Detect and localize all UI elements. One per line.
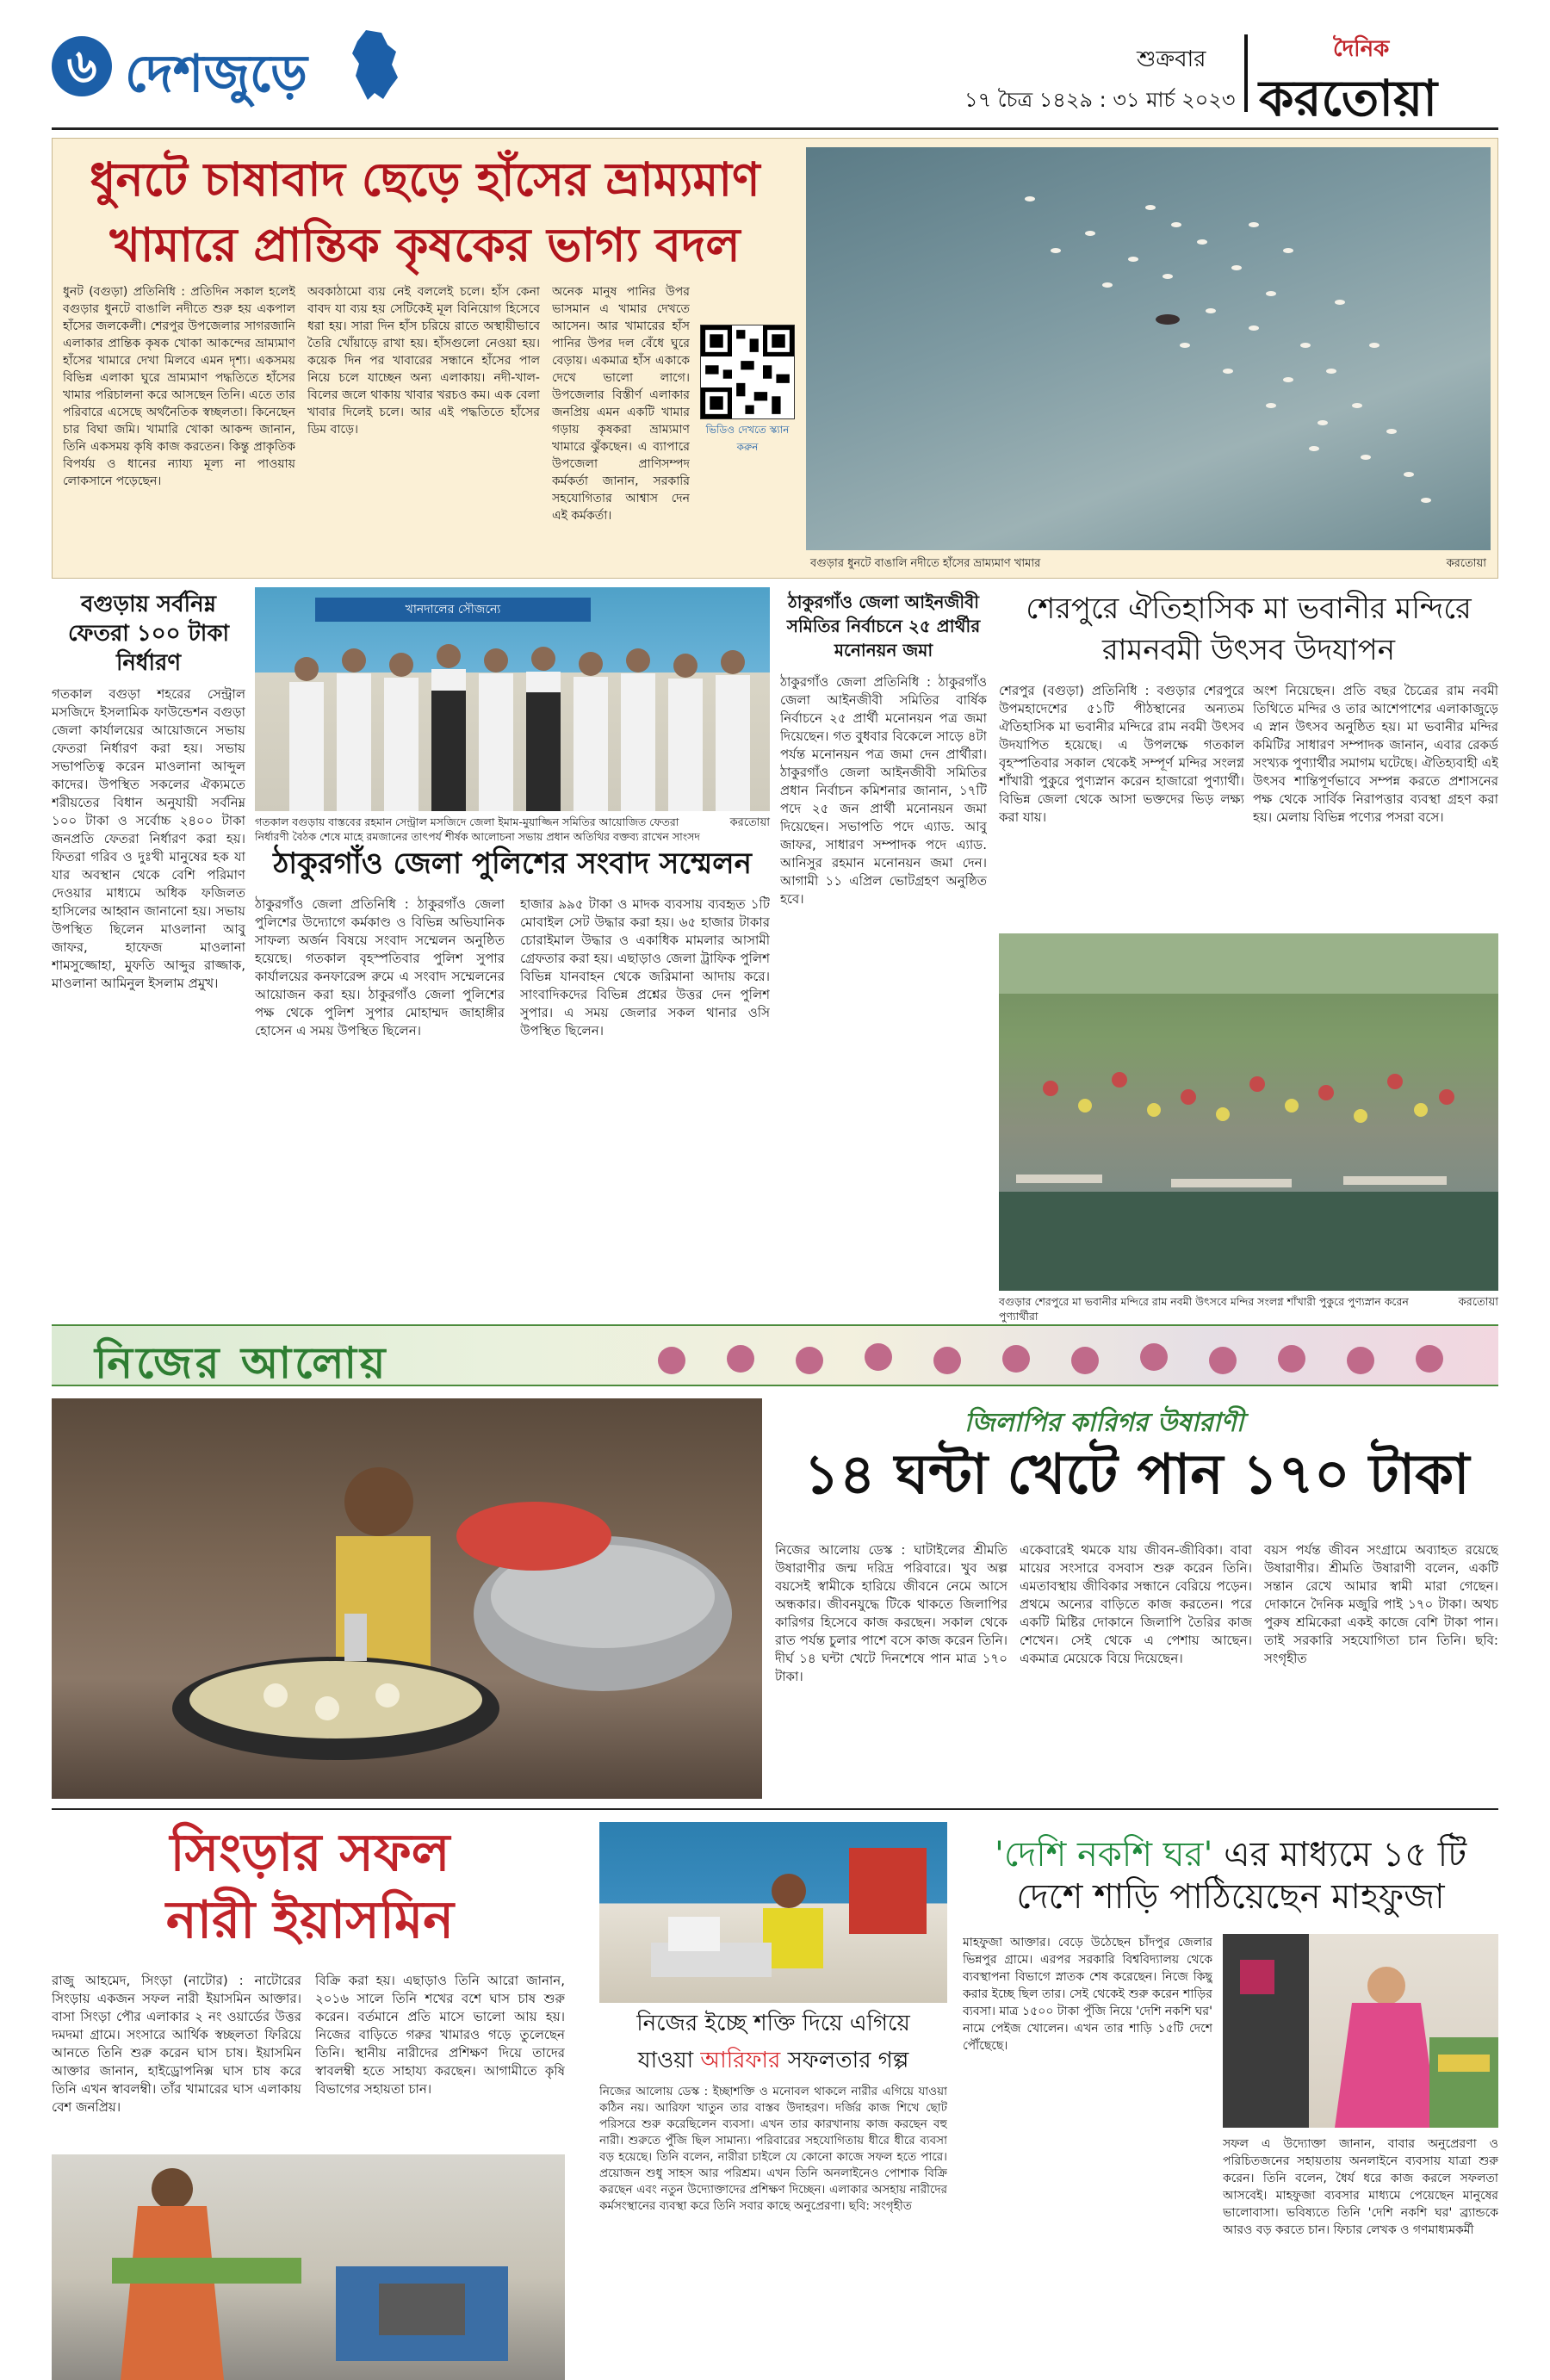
lead-story — [52, 138, 1498, 579]
mahfuza-headline-line1 — [963, 1827, 1498, 1885]
singra-column-1: রাজু আহমেদ, সিংড়া (নাটোর) : নাটোরের সিংড়ায় একজন সফল নারী ইয়াসমিন আক্তার। বাসা সিংড়া পৌর এলাকার ২ নং ওয়ার্ডের উত্তর দমদমা গ্রামে। সংসারে আর্থিক স্বচ্ছলতা ফিরিয়ে আনতে তিনি শুরু করেন ঘাস চাষ। ইয়াসমিন আক্তার জানান, হাইড্রোপনিক্স ঘাস চাষ করে তিনি এখন স্বাবলম্বী। তাঁর খামারের ঘাস এলাকায় বেশ জনপ্রিয়। — [52, 1973, 301, 2115]
lead-photo-ducks — [806, 147, 1491, 550]
arifa-sewing-photo — [599, 1822, 947, 2003]
qr-scan-note: ভিডিও দেখতে স্ক্যান করুন — [705, 424, 790, 453]
section-title: দেশজুড়ে — [125, 44, 307, 104]
mahfuza-column-2: সফল এ উদ্যোক্তা জানান, বাবার অনুপ্রেরণা ও পরিচিতজনের সহায়তায় অনলাইনে ব্যবসায় যাত্রা শুরু করেন। তিনি বলেন, ধৈর্য ধরে কাজ করলে সফলতা আসবেই। মাহফুজা ব্যবসার মাধ্যমে পেয়েছেন মানুষের ভালোবাসা। ভবিষ্যতে তিনি 'দেশি নকশি ঘর' ব্র্যান্ডকে আরও বড় করতে চান। ফিচার লেখক ও গণমাধ্যমকর্মী — [1223, 2137, 1498, 2237]
arifa-headline-line2 — [599, 2042, 947, 2080]
bangladesh-map-icon — [349, 26, 400, 103]
arifa-body: নিজের আলোয় ডেস্ক : ইচ্ছাশক্তি ও মনোবল থাকলে নারীর এগিয়ে যাওয়া কঠিন নয়। আরিফা খাতুন তার বাস্তব উদাহরণ। দর্জির কাজ শিখে ছোট পরিসরে শুরু করেছিলেন ব্যবসা। এখন তার কারখানায় কাজ করছেন বহু নারী। শুরুতে পুঁজি ছিল সামান্য। পরিবারের সহযোগিতায় ধীরে ধীরে ব্যবসা বড় হয়েছে। তিনি বলেন, নারীরা চাইলে যে কোনো কাজে সফল হতে পারে। প্রয়োজন শুধু সাহস আর পরিশ্রম। এখন তিনি অনলাইনেও পোশাক বিক্রি করছেন এবং নতুন উদ্যোক্তাদের প্রশিক্ষণ দিচ্ছেন। এলাকার অসহায় নারীদের কর্মসংস্থানের ব্যবস্থা করে তিনি সবার কাছে অনুপ্রেরণা। ছবি: সংগৃহীত — [599, 2085, 947, 2213]
sherpur-pond-photo — [999, 933, 1498, 1291]
mahfuza-headline-quote: 'দেশি নকশি ঘর' — [994, 1835, 1213, 1875]
mahfuza-headline-line2: দেশে শাড়ি পাঠিয়েছেন মাহফুজা — [1016, 1877, 1445, 1917]
masthead-rule — [52, 127, 1498, 130]
arifa-tailoring-photo — [603, 1679, 947, 1688]
arifa-headline-post: সফলতার গল্প — [780, 2048, 909, 2073]
paper-prefix: দৈনিক — [1333, 36, 1390, 62]
masthead-divider — [1244, 34, 1248, 112]
lawyers-body: ঠাকুরগাঁও জেলা প্রতিনিধি : ঠাকুরগাঁও জেলা আইনজীবী সমিতির বার্ষিক নির্বাচনে ২৫ প্রার্থী মনোনয়ন পত্র জমা দিয়েছেন। গত বুধবার বিকেলে সাড়ে ৪টা পর্যন্ত মনোনয়ন পত্র জমা দেন প্রার্থীরা। ঠাকুরগাঁও জেলা আইনজীবী সমিতির প্রধান নির্বাচন কমিশনার জানান, ১৭টি পদে ২৫ জন প্রার্থী মনোনয়ন জমা দিয়েছেন। সভাপতি পদে এ্যাড. আবু জাফর, সাধারণ সম্পাদক পদে এ্যাড. আনিসুর রহমান মনোনয়ন জমা দেন। আগামী ১১ এপ্রিল ভোটগ্রহণ অনুষ্ঠিত হবে। — [780, 674, 987, 907]
fitra-photo-caption: গতকাল বগুড়ায় বাস্তবের রহমান সেন্ট্রাল মসজিদে জেলা ইমাম-মুয়াজ্জিন সমিতির আয়োজিত ফেতরা নির্ধারণী বৈঠক শেষে মাহে রমজানের তাৎপর্য শীর্ষক আলোচনা সভায় প্রধান অতিথির বক্তব্য রাখেন সাংসদ — [255, 815, 700, 843]
lead-column-1: ধুনট (বগুড়া) প্রতিনিধি : প্রতিদিন সকাল হলেই বগুড়ার ধুনটে বাঙালি নদীতে শুরু হয় একপাল হাঁসের জলকেলী। শেরপুর উপজেলার সাগরজানি এলাকার প্রান্তিক কৃষক খোকা আকন্দের ভ্রাম্যমাণ হাঁসের খামারে দেখা মিলবে এমন দৃশ্য। একসময় বিভিন্ন এলাকা ঘুরে ভ্রাম্যমাণ পদ্ধতিতে হাঁসের খামার পরিচালনা করে আসছেন তিনি। এতে তার পরিবারে এসেছে অর্থনৈতিক স্বচ্ছলতা। কিনেছেন চার বিঘা জমি। খামারি খোকা আকন্দ জানান, তিনি একসময় কৃষি কাজ করতেন। কিন্তু প্রাকৃতিক বিপর্যয় ও ধানের ন্যায্য মূল্য না পাওয়ায় লোকসানে পড়েছেন। — [63, 285, 295, 488]
weekday: শুক্রবার — [1137, 46, 1206, 72]
issue-date: ১৭ চৈত্র ১৪২৯ : ৩১ মার্চ ২০২৩ — [964, 88, 1236, 112]
jilapi-maker-photo — [52, 1398, 762, 1799]
arifa-headline-pre: যাওয়া — [637, 2048, 701, 2073]
police-column-1: ঠাকুরগাঁও জেলা প্রতিনিধি : ঠাকুরগাঁও জেলা পুলিশের উদ্যোগে কর্মকাণ্ড ও বিভিন্ন অভিযানিক সাফল্য অর্জন বিষয়ে সংবাদ সম্মেলন অনুষ্ঠিত হয়েছে। গতকাল বৃহস্পতিবার পুলিশ সুপার কার্যালয়ের কনফারেন্স রুমে এ সংবাদ সম্মেলনের আয়োজন করা হয়। ঠাকুরগাঁও জেলা পুলিশের পক্ষ থেকে পুলিশ সুপার মোহাম্মদ জাহাঙ্গীর হোসেন এ সময় উপস্থিত ছিলেন। — [255, 896, 505, 1038]
arifa-headline-name: আরিফার — [700, 2048, 781, 2073]
lead-headline-line2: খামারে প্রান্তিক কৃষকের ভাগ্য বদল — [109, 217, 741, 272]
lead-column-2: অবকাঠামো ব্যয় নেই বললেই চলে। হাঁস কেনা বাবদ যা ব্যয় হয় সেটিকেই মূল বিনিয়োগ হিসেবে ধরা হয়। সারা দিন হাঁস চরিয়ে রাতে অস্থায়ীভাবে তৈরি খোঁয়াড়ে রাখা হয়। হাঁসগুলো নেওয়া হয়। কয়েক দিন পর খাবারের সন্ধানে হাঁসের পাল নিয়ে চলে যাচ্ছেন অন্য এলাকায়। নদী-খাল-বিলের জলে থাকায় খাবার খরচও কম। এক বেলা খাবার দিলেই চলে। আর এই পদ্ধতিতে হাঁসের ডিম বাড়ে। — [307, 285, 540, 437]
fitra-headline-line1: বগুড়ায় সর্বনিম্ন — [81, 592, 216, 617]
banner-title: নিজের আলোয় — [95, 1337, 389, 1388]
sherpur-column-1: শেরপুর (বগুড়া) প্রতিনিধি : বগুড়ার শেরপুরে উপমহাদেশের ৫১টি পীঠস্থানের অন্যতম ঐতিহাসিক মা ভবানীর মন্দিরে রাম নবমী উৎসব উদযাপিত হয়েছে। এ উপলক্ষে গতকাল বৃহস্পতিবার সকাল থেকেই সম্পূর্ণ মন্দির সংলগ্ন শাঁখারী পুকুরে পুণ্যস্নান করেন হাজারো পুণ্যার্থী। বিভিন্ন জেলা থেকে আসা ভক্তদের ভিড় লক্ষ্য করা যায়। — [999, 683, 1244, 825]
jilapi-column-3: বয়স পর্যন্ত জীবন সংগ্রামে অব্যাহত রয়েছে উষারাণীর। শ্রীমতি উষারাণী বলেন, একটি সন্তান রেখে আমার স্বামী মারা গেছেন। দোকানে দৈনিক মজুরি পাই ১৭০ টাকা। অথচ পুরুষ শ্রমিকেরা একই কাজে বেশি টাকা পান। তাই সরকারি সহযোগিতা চান তিনি। ছবি: সংগৃহীত — [1264, 1542, 1498, 1666]
lead-photo-caption: বগুড়ার ধুনটে বাঙালি নদীতে হাঁসের ভ্রাম্যমাণ খামার — [810, 557, 1041, 570]
lead-column-3: অনেক মানুষ পানির উপর ভাসমান এ খামার দেখতে আসেন। আর খামারের হাঁস পানির উপর দল বেঁধে ঘুরে বেড়ায়। একমাত্র হাঁস একাকে দেখে ভালো লাগে। উপজেলার বিস্তীর্ণ এলাকার জনপ্রিয় এমন একটি খামার গড়ায় কৃষকরা ভ্রাম্যমাণ খামারে ঝুঁকছেন। এ ব্যাপারে উপজেলা প্রাণিসম্পদ কর্মকর্তা জানান, সরকারি সহযোগিতার আশ্বাস দেন এই কর্মকর্তা। — [552, 285, 690, 523]
police-headline: ঠাকুরগাঁও জেলা পুলিশের সংবাদ সম্মেলন — [273, 846, 752, 881]
sherpur-photo-caption: বগুড়ার শেরপুরে মা ভবানীর মন্দিরে রাম নবমী উৎসবে মন্দির সংলগ্ন শাঁখারী পুকুরে পুণ্যস্নান করেন পুণ্যার্থীরা — [999, 1295, 1409, 1323]
fitra-meeting-photo — [255, 587, 770, 811]
fitra-headline-line2: ফেতরা ১০০ টাকা — [67, 621, 230, 647]
sherpur-headline-line2: রামনবমী উৎসব উদযাপন — [1101, 633, 1396, 667]
fitra-body: গতকাল বগুড়া শহরের সেন্ট্রাল মসজিদে ইসলামিক ফাউন্ডেশন বগুড়া জেলা কার্যালয়ের আয়োজনে সভায় ফেতরা নির্ধারণ করা হয়। সভায় সভাপতিত্ব করেন মাওলানা আব্দুল কাদের। উপস্থিত সকলের ঐক্যমতে শরীয়তের বিধান অনুযায়ী সর্বনিম্ন ১০০ টাকা ও সর্বোচ্চ ২৪০০ টাকা জনপ্রতি ফেতরা নির্ধারণ করা হয়। ফিতরা গরিব ও দুঃখী মানুষের হক যা যার অবস্থান থেকে বেশি পরিমাণ দেওয়ার মাধ্যমে অধিক ফজিলত হাসিলের আহ্বান জানানো হয়। সভায় উপস্থিত ছিলেন মাওলানা আবু জাফর, হাফেজ মাওলানা শামসুজ্জোহা, মুফতি আব্দুর রাজ্জাক, মাওলানা আমিনুল ইসলাম প্রমুখ। — [52, 686, 245, 991]
fitra-photo-credit: করতোয়া — [729, 816, 770, 829]
mahfuza-saree-photo — [1223, 1934, 1498, 2128]
lead-photo-credit: করতোয়া — [1446, 557, 1486, 570]
jilapi-column-1: নিজের আলোয় ডেস্ক : ঘাটাইলের শ্রীমতি উষারাণীর জন্ম দরিদ্র পরিবারে। খুব অল্প বয়সেই স্বামীকে হারিয়ে জীবনে নেমে আসে অন্ধকার। জীবনযুদ্ধে টিকে থাকতে জিলাপির কারিগর হিসেবে কাজ করছেন। সকাল থেকে রাত পর্যন্ত চুলার পাশে বসে কাজ করেন তিনি। দীর্ঘ ১৪ ঘন্টা খেটে দিনশেষে পান মাত্র ১৭০ টাকা। — [775, 1542, 1008, 1684]
jilapi-kicker: জিলাপির কারিগর উষারাণী — [964, 1408, 1244, 1438]
lawyers-headline-line3: মনোনয়ন জমা — [834, 640, 933, 660]
mahfuza-headline-rest: এর মাধ্যমে ১৫ টি — [1212, 1835, 1467, 1875]
page-number-badge — [52, 36, 112, 96]
lawyers-headline-line1: ঠাকুরগাঁও জেলা আইনজীবী — [788, 592, 979, 612]
yasmin-grass-photo — [52, 2154, 565, 2380]
police-column-2: হাজার ৯৯৫ টাকা ও মাদক ব্যবসায় ব্যবহৃত ১টি মোবাইল সেট উদ্ধার করা হয়। ৬৫ হাজার টাকার চোরাইমাল উদ্ধার ও একাধিক মামলার আসামী গ্রেফতার করা হয়। এছাড়াও জেলা ট্রাফিক পুলিশ বিভিন্ন যানবাহন থেকে জরিমানা আদায় করে। সাংবাদিকদের বিভিন্ন প্রশ্নের উত্তর দেন পুলিশ সুপার। এ সময় জেলার সকল থানার ওসি উপস্থিত ছিলেন। — [520, 896, 770, 1038]
jilapi-column-2: একেবারেই থমকে যায় জীবন-জীবিকা। বাবা মায়ের সংসারে বসবাস শুরু করেন তিনি। এমতাবস্থায় জীবিকার সন্ধানে বেরিয়ে পড়েন। প্রথমে অন্যের বাড়িতে কাজ করতেন। পরে একটি মিষ্টির দোকানে জিলাপি তৈরির কাজ শেখেন। সেই থেকে এ পেশায় আছেন। একমাত্র মেয়েকে বিয়ে দিয়েছেন। — [1020, 1542, 1252, 1666]
singra-headline-line1: সিংড়ার সফল — [170, 1823, 450, 1883]
lead-headline-line1: ধুনটে চাষাবাদ ছেড়ে হাঁসের ভ্রাম্যমাণ — [90, 152, 760, 207]
page-number: ৬ — [66, 39, 97, 93]
nijer-aloy-banner — [52, 1324, 1498, 1386]
paper-name: করতোয়া — [1259, 69, 1438, 127]
singra-column-2: বিক্রি করা হয়। এছাড়াও তিনি আরো জানান, ২০১৬ সালে তিনি শখের বশে ঘাস চাষ শুরু করেন। বর্তমানে প্রতি মাসে ভালো আয় হয়। নিজের বাড়িতে গরুর খামারও গড়ে তুলেছেন তিনি। স্থানীয় নারীদের প্রশিক্ষণ দিয়ে তাদের স্বাবলম্বী হতে সাহায্য করছেন। আগামীতে কৃষি বিভাগের সহায়তা চান। — [315, 1973, 565, 2097]
singra-headline-line2: নারী ইয়াসমিন — [165, 1890, 455, 1950]
masthead — [0, 0, 1550, 133]
sherpur-column-2: অংশ নিয়েছেন। প্রতি বছর চৈত্রের রাম নবমী তিথিতে মন্দির ও তার আশেপাশের এলাকাজুড়ে এ স্নান উৎসব অনুষ্ঠিত হয়। মা ভবানীর মন্দির কমিটির সাধারণ সম্পাদক জানান, এবার রেকর্ড সংখ্যক পুণ্যার্থীর সমাগম ঘটেছে। ঐতিহ্যবাহী এই উৎসব শান্তিপূর্ণভাবে সম্পন্ন করতে প্রশাসনের পক্ষ থেকে সার্বিক নিরাপত্তার ব্যবস্থা গ্রহণ করা হয়। মেলায় বিভিন্ন পণ্যের পসরা বসে। — [1253, 683, 1498, 825]
sherpur-photo-credit: করতোয়া — [1458, 1296, 1498, 1309]
lawyers-headline-line2: সমিতির নির্বাচনে ২৫ প্রার্থীর — [786, 616, 981, 636]
arifa-headline-line1: নিজের ইচ্ছে শক্তি দিয়ে এগিয়ে — [636, 2011, 910, 2036]
jilapi-headline: ১৪ ঘন্টা খেটে পান ১৭০ টাকা — [803, 1442, 1470, 1507]
fitra-photo-banner: খানদালের সৌজন্যে — [315, 598, 591, 622]
qr-code[interactable] — [700, 325, 795, 419]
section-rule — [52, 1808, 1498, 1810]
mahfuza-column-1: মাহফুজা আক্তার। বেড়ে উঠেছেন চাঁদপুর জেলার ভিন্নপুর গ্রামে। এরপর সরকারি বিশ্ববিদ্যালয় থেকে ব্যবস্থাপনা বিভাগে স্নাতক শেষ করেছেন। নিজে কিছু করার ইচ্ছে ছিল তার। সেই থেকেই শুরু করেন শাড়ির ব্যবসা। মাত্র ১৫০০ টাকা পুঁজি নিয়ে 'দেশি নকশি ঘর' নামে পেইজ খোলেন। এখন তার শাড়ি ১৫টি দেশে পৌঁছেছে। — [963, 1936, 1212, 2053]
sherpur-headline-line1: শেরপুরে ঐতিহাসিক মা ভবানীর মন্দিরে — [1026, 592, 1472, 626]
fitra-headline-line3: নির্ধারণ — [115, 650, 182, 676]
